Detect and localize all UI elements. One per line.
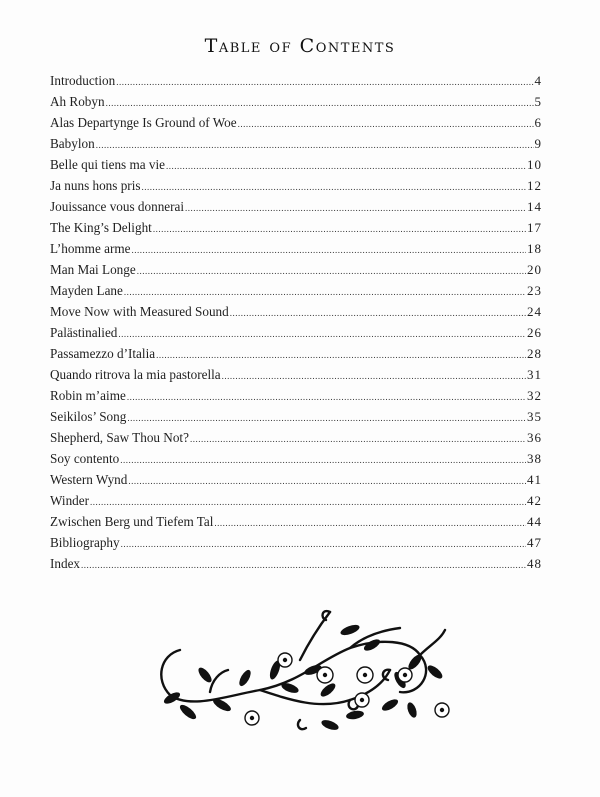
toc-entry-title: Alas Departynge Is Ground of Woe [50, 115, 237, 130]
dot-leader [238, 114, 534, 135]
dot-leader [96, 135, 534, 156]
toc-entry[interactable] [50, 385, 542, 406]
dot-leader [153, 219, 526, 240]
dot-leader [137, 261, 526, 282]
toc-entry-page: 41 [527, 472, 542, 487]
toc-entry-page: 35 [527, 409, 542, 424]
table-of-contents [50, 70, 542, 574]
toc-entry-page: 47 [527, 535, 542, 550]
dot-leader [127, 387, 526, 408]
dot-leader [81, 555, 526, 576]
dot-leader [230, 303, 526, 324]
toc-entry-page: 5 [534, 94, 542, 109]
toc-entry[interactable] [50, 112, 542, 133]
toc-entry-page: 10 [527, 157, 542, 172]
toc-entry-title: Index [50, 556, 81, 571]
toc-entry-page: 48 [527, 556, 542, 571]
dot-leader [185, 198, 526, 219]
dot-leader [124, 282, 526, 303]
dot-leader [116, 72, 533, 93]
toc-entry-page: 12 [527, 178, 542, 193]
toc-entry-page: 23 [527, 283, 542, 298]
toc-entry-title: Palästinalied [50, 325, 118, 340]
dot-leader [190, 429, 526, 450]
toc-entry-page: 36 [527, 430, 542, 445]
toc-entry-title: Soy contento [50, 451, 120, 466]
toc-entry[interactable] [50, 217, 542, 238]
toc-entry-page: 44 [527, 514, 542, 529]
toc-entry-title: Man Mai Longe [50, 262, 136, 277]
dot-leader [128, 471, 526, 492]
toc-entry-title: L’homme arme [50, 241, 131, 256]
dot-leader [156, 345, 526, 366]
toc-entry[interactable] [50, 343, 542, 364]
toc-entry[interactable] [50, 175, 542, 196]
toc-entry-page: 4 [534, 73, 542, 88]
dot-leader [121, 534, 526, 555]
toc-entry-page: 17 [527, 220, 542, 235]
toc-entry-title: Bibliography [50, 535, 120, 550]
toc-entry[interactable] [50, 259, 542, 280]
page-title: Table of Contents [204, 34, 396, 57]
dot-leader [214, 513, 526, 534]
toc-entry-title: Ja nuns hons pris [50, 178, 141, 193]
toc-entry[interactable] [50, 448, 542, 469]
toc-entry-page: 18 [527, 241, 542, 256]
toc-entry[interactable] [50, 406, 542, 427]
dot-leader [90, 492, 526, 513]
toc-entry-page: 28 [527, 346, 542, 361]
toc-entry[interactable] [50, 70, 542, 91]
toc-entry-title: Introduction [50, 73, 116, 88]
toc-entry-page: 14 [527, 199, 542, 214]
toc-entry-title: Seikilos’ Song [50, 409, 127, 424]
toc-entry[interactable] [50, 238, 542, 259]
toc-entry-title: Belle qui tiens ma vie [50, 157, 165, 172]
toc-entry[interactable] [50, 511, 542, 532]
toc-entry[interactable] [50, 91, 542, 112]
toc-entry[interactable] [50, 133, 542, 154]
toc-entry[interactable] [50, 427, 542, 448]
toc-entry-page: 26 [527, 325, 542, 340]
toc-entry[interactable] [50, 364, 542, 385]
toc-entry[interactable] [50, 154, 542, 175]
dot-leader [118, 324, 526, 345]
toc-entry-page: 42 [527, 493, 542, 508]
toc-entry-title: Move Now with Measured Sound [50, 304, 229, 319]
toc-entry-title: The King’s Delight [50, 220, 152, 235]
toc-entry-page: 9 [534, 136, 542, 151]
toc-entry[interactable] [50, 532, 542, 553]
dot-leader [222, 366, 526, 387]
floral-vine-ornament-icon [150, 600, 460, 750]
toc-entry-page: 31 [527, 367, 542, 382]
dot-leader [131, 240, 526, 261]
dot-leader [120, 450, 526, 471]
toc-entry[interactable] [50, 196, 542, 217]
toc-entry-title: Zwischen Berg und Tiefem Tal [50, 514, 214, 529]
toc-entry[interactable] [50, 469, 542, 490]
toc-entry-page: 6 [534, 115, 542, 130]
toc-entry-title: Western Wynd [50, 472, 128, 487]
dot-leader [166, 156, 526, 177]
dot-leader [141, 177, 526, 198]
toc-entry[interactable] [50, 280, 542, 301]
toc-entry[interactable] [50, 553, 542, 574]
dot-leader [127, 408, 526, 429]
toc-entry-page: 20 [527, 262, 542, 277]
toc-entry-title: Jouissance vous donnerai [50, 199, 185, 214]
toc-entry[interactable] [50, 490, 542, 511]
toc-entry-title: Winder [50, 493, 90, 508]
toc-entry[interactable] [50, 301, 542, 322]
toc-entry-title: Shepherd, Saw Thou Not? [50, 430, 189, 445]
toc-entry-title: Babylon [50, 136, 95, 151]
toc-entry-page: 24 [527, 304, 542, 319]
toc-entry[interactable] [50, 322, 542, 343]
toc-entry-title: Mayden Lane [50, 283, 123, 298]
dot-leader [106, 93, 534, 114]
toc-entry-title: Quando ritrova la mia pastorella [50, 367, 221, 382]
toc-entry-title: Passamezzo d’Italia [50, 346, 156, 361]
toc-entry-page: 32 [527, 388, 542, 403]
toc-entry-page: 38 [527, 451, 542, 466]
toc-entry-title: Ah Robyn [50, 94, 105, 109]
toc-entry-title: Robin m’aime [50, 388, 126, 403]
